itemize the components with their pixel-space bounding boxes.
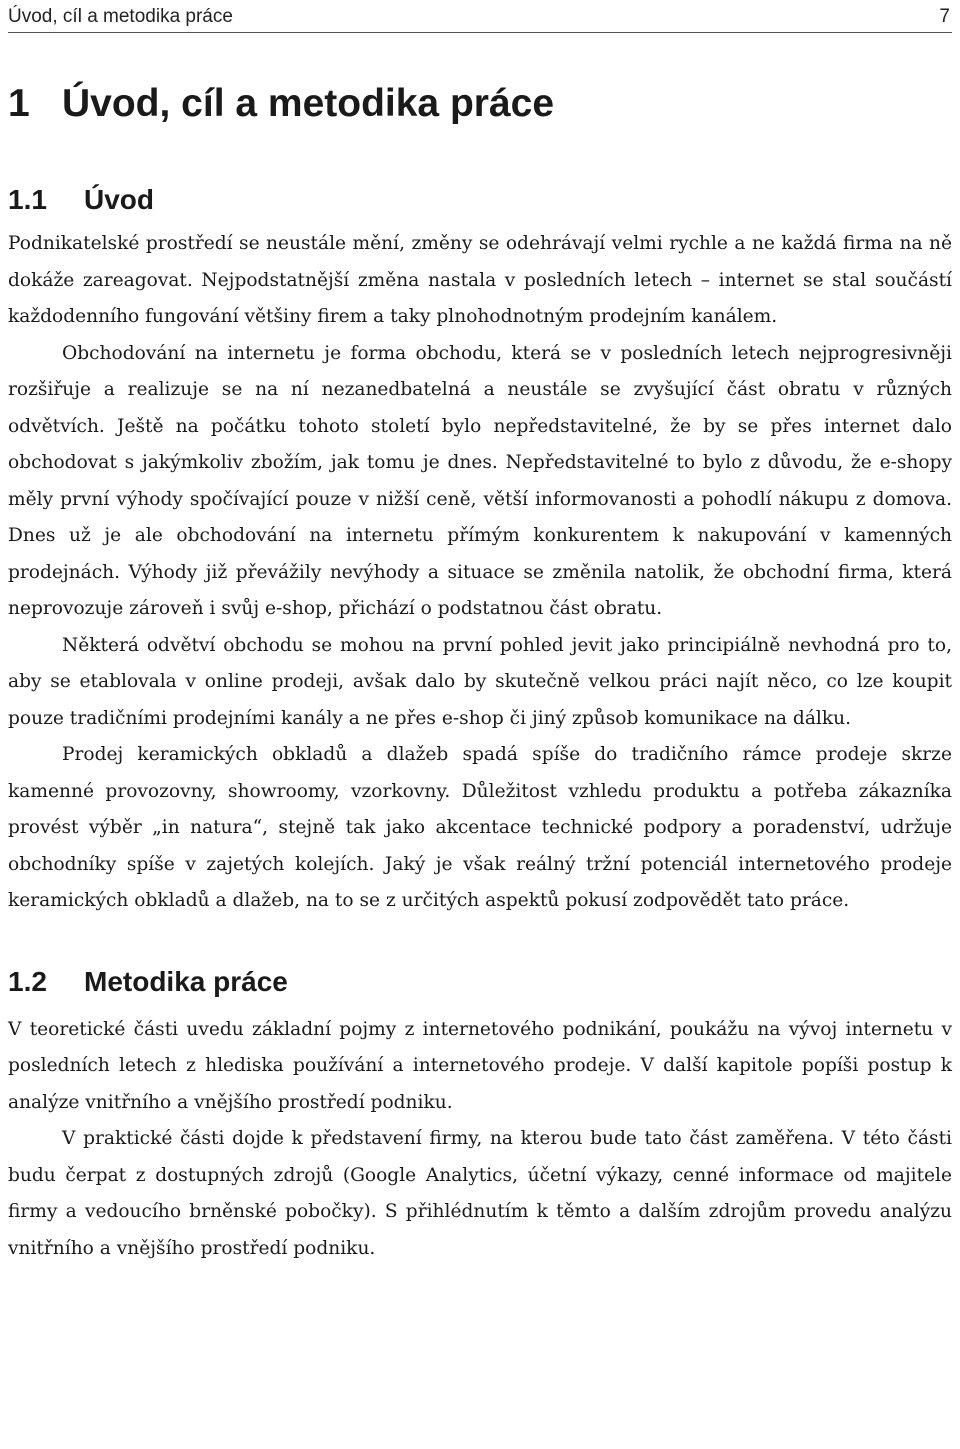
section-number: 1.1: [8, 184, 47, 215]
paragraph: Některá odvětví obchodu se mohou na první pohled jevit jako principiálně nevhodná pro to, aby se etablovala v online prodeji, avšak dalo by skutečně velkou práci najít něco, co lze koupit pouze tradičními prodejními kanály a ne přes e-shop či jiný způsob komunikace na dálku.: [8, 634, 952, 729]
paragraph: Obchodování na internetu je forma obchodu, která se v posledních letech nejprogresivněji rozšiřuje a realizuje se na ní nezanedbatelná a neustále se zvyšující část obratu v různých odvětvích. Ještě na počátku tohoto století bylo nepředstavitelné, že by se přes internet dalo obchodovat s jakýmkoliv zbožím, jak tomu je dnes. Nepředstavitelné to bylo z důvodu, že e-shopy měly první výhody spočívající pouze v nižší ceně, větší informovanosti a pohodlí nákupu z domova. Dnes už je ale obchodování na internetu přímým konkurentem k nakupování v kamenných prodejnách. Výhody již převážily nevýhody a situace se změnila natolik, že obchodní firma, která neprovozuje zároveň i svůj e-shop, přichází o podstatnou část obratu.: [8, 342, 952, 619]
paragraph: Podnikatelské prostředí se neustále mění, změny se odehrávají velmi rychle a ne každá firma na ně dokáže zareagovat. Nejpodstatnější změna nastala v posledních letech – internet se stal součástí každodenního fungování většiny firem a taky plnohodnotným prodejním kanálem.: [8, 233, 952, 327]
running-header: [8, 2, 952, 33]
section-heading-metodika: [8, 960, 952, 1004]
paragraph: V teoretické části uvedu základní pojmy z internetového podnikání, poukážu na vývoj internetu v posledních letech z hlediska používání a internetového prodeje. V další kapitole popíši postup k analýze vnitřního a vnějšího prostředí podniku.: [8, 1018, 952, 1113]
paragraph: V praktické části dojde k představení firmy, na kterou bude tato část zaměřena. V této části budu čerpat z dostupných zdrojů (Google Analytics, účetní výkazy, cenné informace od majitele firmy a vedoucího brněnské pobočky). S přihlédnutím k těmto a dalším zdrojům provedu analýzu vnitřního a vnějšího prostředí podniku.: [8, 1128, 952, 1259]
chapter-heading: [8, 76, 952, 132]
section-number: 1.2: [8, 965, 47, 997]
section-title: Metodika práce: [84, 965, 288, 997]
running-title: Úvod, cíl a metodika práce: [8, 6, 233, 27]
chapter-title: Úvod, cíl a metodika práce: [62, 82, 555, 125]
paragraph: Prodej keramických obkladů a dlažeb spadá spíše do tradičního rámce prodeje skrze kamenné provozovny, showroomy, vzorkovny. Důležitost vzhledu produktu a potřeba zákazníka provést výběr „in natura“, stejně tak jako akcentace technické podpory a poradenství, udržuje obchodníky spíše v zajetých kolejích. Jaký je však reálný tržní potenciál internetového prodeje keramických obkladů a dlažeb, na to se z určitých aspektů pokusí zodpovědět tato práce.: [8, 744, 952, 911]
section-heading-uvod: [8, 178, 952, 222]
page-body: [8, 76, 952, 1267]
page-number: 7: [939, 6, 950, 27]
section-title: Úvod: [84, 184, 154, 215]
chapter-number: 1: [8, 82, 30, 125]
